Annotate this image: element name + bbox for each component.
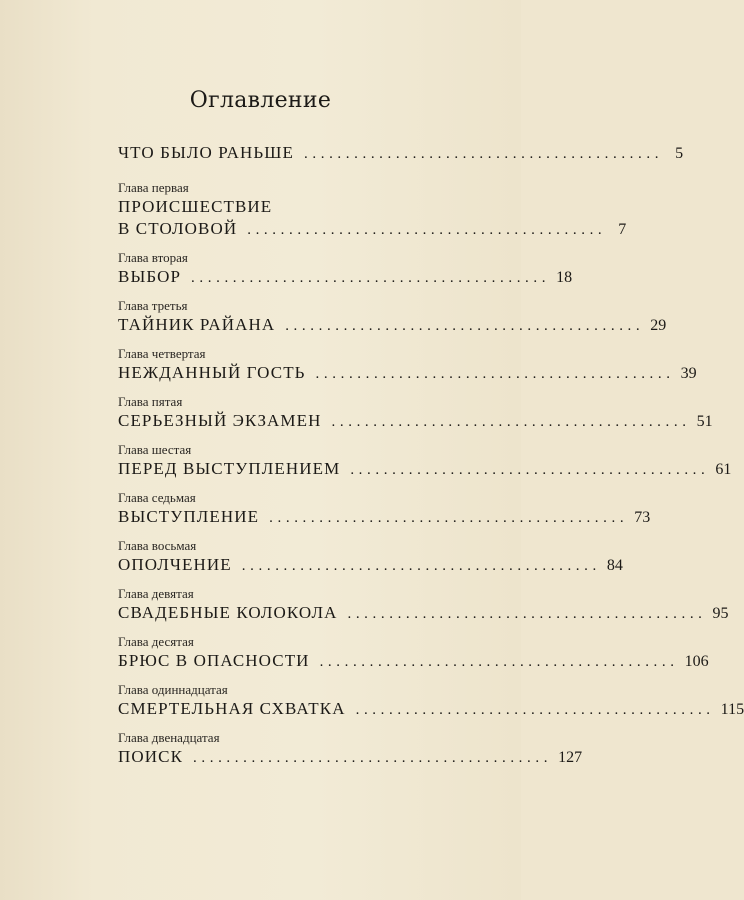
toc-row bbox=[118, 362, 697, 384]
entry-title: ТАЙНИК РАЙАНА bbox=[118, 315, 276, 334]
chapter-label: Глава седьмая bbox=[118, 490, 196, 505]
toc-row bbox=[118, 602, 729, 624]
page-number: 7 bbox=[618, 221, 627, 238]
toc-row bbox=[118, 142, 684, 164]
toc-entry-chapter-9[interactable] bbox=[118, 586, 729, 624]
chapter-label: Глава вторая bbox=[118, 250, 188, 265]
entry-title: ОПОЛЧЕНИЕ bbox=[118, 555, 232, 574]
entry-title: СВАДЕБНЫЕ КОЛОКОЛА bbox=[118, 603, 338, 622]
dot-leader: ........................................... bbox=[355, 702, 715, 718]
toc-row bbox=[118, 266, 573, 288]
toc-row bbox=[118, 746, 583, 768]
toc-entry-chapter-10[interactable] bbox=[118, 634, 709, 672]
page-number: 51 bbox=[696, 413, 713, 430]
dot-leader: ........................................... bbox=[269, 510, 629, 526]
entry-title: ВЫБОР bbox=[118, 267, 182, 286]
toc-row bbox=[118, 554, 623, 576]
dot-leader: ........................................... bbox=[304, 146, 664, 162]
chapter-label: Глава третья bbox=[118, 298, 188, 313]
toc-entry-chapter-11[interactable] bbox=[118, 682, 744, 720]
entry-title: ЧТО БЫЛО РАНЬШЕ bbox=[118, 143, 295, 162]
dot-leader: ........................................... bbox=[247, 222, 607, 238]
toc-entry-chapter-5[interactable] bbox=[118, 394, 713, 432]
entry-title: СМЕРТЕЛЬНАЯ СХВАТКА bbox=[118, 699, 346, 718]
toc-row bbox=[118, 218, 627, 240]
entry-title: БРЮС В ОПАСНОСТИ bbox=[118, 651, 310, 670]
page-number: 127 bbox=[558, 749, 583, 766]
page-number: 95 bbox=[712, 605, 729, 622]
page-number: 106 bbox=[684, 653, 709, 670]
chapter-label: Глава четвертая bbox=[118, 346, 206, 361]
dot-leader: ........................................... bbox=[350, 462, 710, 478]
toc-entry-chapter-12[interactable] bbox=[118, 730, 583, 768]
toc-row bbox=[118, 410, 713, 432]
page-number: 115 bbox=[720, 701, 744, 718]
page-number: 84 bbox=[606, 557, 623, 574]
page-number: 61 bbox=[715, 461, 732, 478]
chapter-label: Глава одиннадцатая bbox=[118, 682, 228, 697]
toc-entry-chapter-3[interactable] bbox=[118, 298, 667, 336]
toc-row bbox=[118, 314, 667, 336]
toc-row bbox=[118, 650, 709, 672]
toc-entry-chapter-2[interactable] bbox=[118, 250, 573, 288]
chapter-label: Глава первая bbox=[118, 180, 189, 195]
dot-leader: ........................................... bbox=[191, 270, 551, 286]
entry-title: В СТОЛОВОЙ bbox=[118, 219, 238, 238]
toc-row bbox=[118, 458, 732, 480]
toc-entry-chapter-8[interactable] bbox=[118, 538, 623, 576]
entry-title: ВЫСТУПЛЕНИЕ bbox=[118, 507, 260, 526]
dot-leader: ........................................... bbox=[319, 654, 679, 670]
entry-title: ПЕРЕД ВЫСТУПЛЕНИЕМ bbox=[118, 459, 341, 478]
toc-row bbox=[118, 698, 744, 720]
chapter-label: Глава шестая bbox=[118, 442, 192, 457]
chapter-label: Глава восьмая bbox=[118, 538, 197, 553]
entry-title: СЕРЬЕЗНЫЙ ЭКЗАМЕН bbox=[118, 411, 322, 430]
page-number: 5 bbox=[675, 145, 684, 162]
entry-title: ПОИСК bbox=[118, 747, 184, 766]
entry-title: НЕЖДАННЫЙ ГОСТЬ bbox=[118, 363, 306, 382]
entry-title-line1: ПРОИСШЕСТВИЕ bbox=[118, 197, 273, 216]
dot-leader: ........................................... bbox=[193, 750, 553, 766]
dot-leader: ........................................... bbox=[331, 414, 691, 430]
dot-leader: ........................................... bbox=[315, 366, 675, 382]
toc-entry-chapter-4[interactable] bbox=[118, 346, 697, 384]
toc-entry-intro[interactable] bbox=[118, 142, 684, 164]
table-of-contents bbox=[118, 142, 744, 768]
chapter-label: Глава пятая bbox=[118, 394, 183, 409]
page-title: Оглавление bbox=[189, 88, 332, 113]
chapter-label: Глава десятая bbox=[118, 634, 194, 649]
page-number: 39 bbox=[680, 365, 697, 382]
toc-row bbox=[118, 506, 651, 528]
toc-entry-chapter-1[interactable] bbox=[118, 180, 627, 240]
dot-leader: ........................................... bbox=[285, 318, 645, 334]
chapter-label: Глава двенадцатая bbox=[118, 730, 220, 745]
page-number: 29 bbox=[650, 317, 667, 334]
dot-leader: ........................................... bbox=[241, 558, 601, 574]
toc-entry-chapter-7[interactable] bbox=[118, 490, 651, 528]
toc-entry-chapter-6[interactable] bbox=[118, 442, 732, 480]
page-number: 18 bbox=[556, 269, 573, 286]
page-number: 73 bbox=[634, 509, 651, 526]
dot-leader: ........................................... bbox=[347, 606, 707, 622]
chapter-label: Глава девятая bbox=[118, 586, 194, 601]
